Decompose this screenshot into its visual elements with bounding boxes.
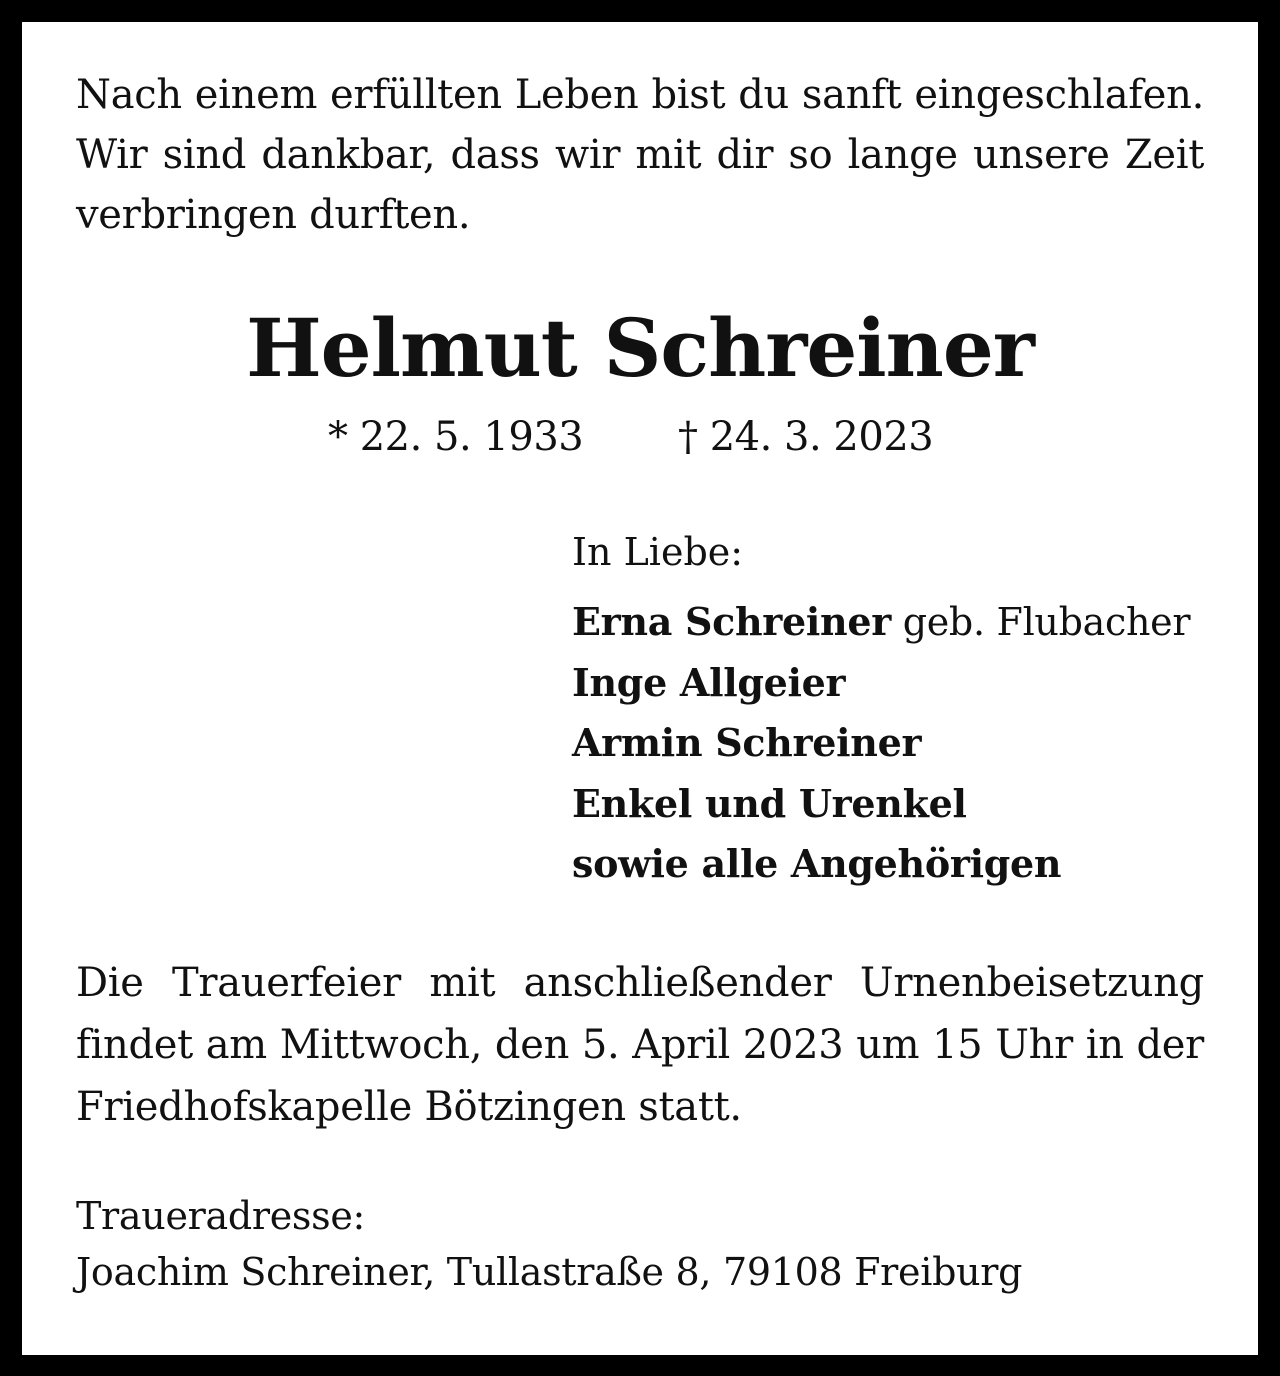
address-label: Traueradresse: [76,1194,366,1238]
address-value: Joachim Schreiner, Tullastraße 8, 79108 Freiburg [76,1250,1023,1294]
mourners-heading: In Liebe: [572,530,744,574]
intro-line-1: Nach einem erfüllten Leben bist du sanft eingeschlafen. [76,72,1204,118]
obituary-notice [22,22,1258,1355]
death-date: † 24. 3. 2023 [678,414,934,460]
intro-line-2: Wir sind dankbar, dass wir mit dir so lange unsere Zeit [76,132,1204,178]
mourner-item: Inge Allgeier [572,660,846,705]
spouse-name: Erna Schreiner [572,599,891,644]
deceased-name: Helmut Schreiner [246,301,1034,395]
service-line-2: findet am Mittwoch, den 5. April 2023 um 15 Uhr in der [76,1022,1204,1068]
service-line-1: Die Trauerfeier mit anschließender Urnenbeisetzung [76,960,1204,1006]
mourner-item: Enkel und Urenkel [572,781,967,826]
service-line-3: Friedhofskapelle Bötzingen statt. [76,1084,742,1130]
intro-line-3: verbringen durften. [76,192,471,238]
birth-date: * 22. 5. 1933 [328,414,584,460]
mourner-spouse [572,592,1190,652]
mourner-item: sowie alle Angehörigen [572,841,1062,886]
spouse-maiden-name: geb. Flubacher [890,600,1191,644]
mourner-item: Armin Schreiner [572,720,922,765]
